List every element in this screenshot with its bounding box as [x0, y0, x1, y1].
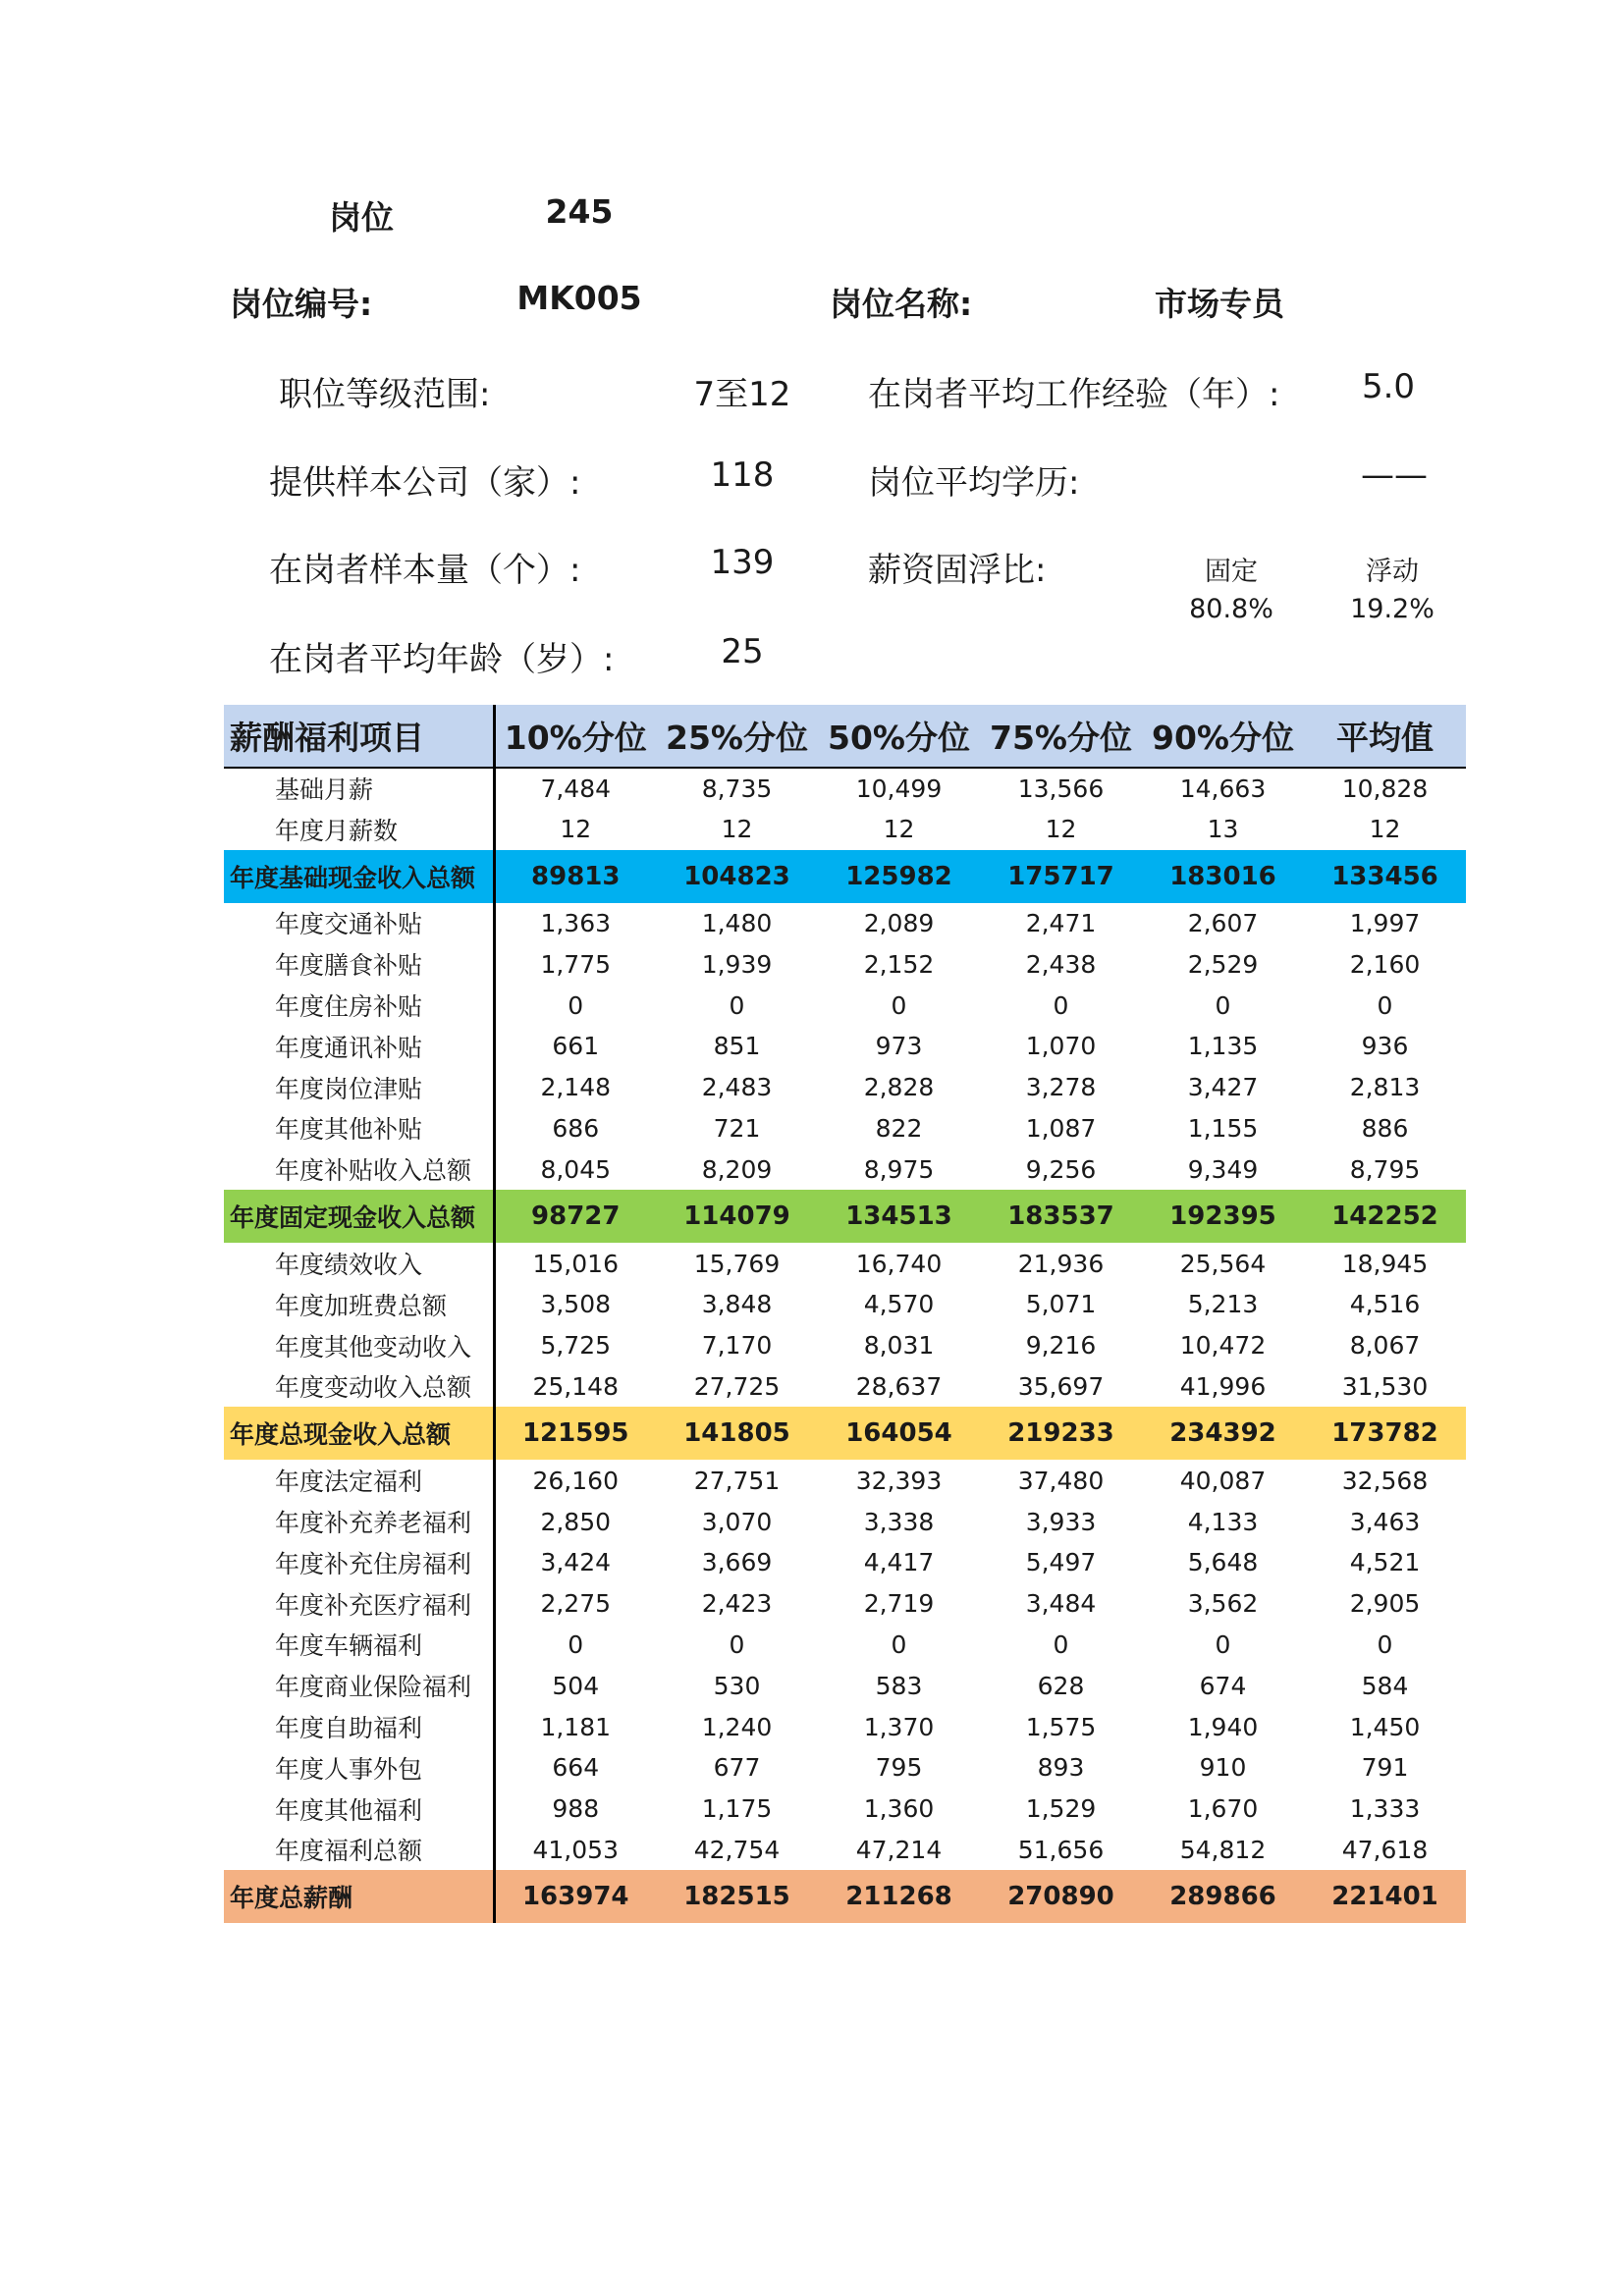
table-cell: 3,338 [863, 1507, 935, 1536]
table-cell: 3,278 [1025, 1073, 1097, 1102]
table-cell: 98727 [531, 1201, 621, 1232]
avg-experience-value: 5.0 [1361, 367, 1416, 406]
table-row [224, 1325, 1466, 1366]
table-cell: 182515 [683, 1882, 790, 1912]
table-cell: 1,181 [540, 1712, 612, 1741]
table-total-row [224, 1190, 1466, 1243]
fixed-float-ratio-label: 薪资固浮比: [868, 551, 1047, 590]
table-cell: 9,349 [1187, 1154, 1259, 1184]
table-row [224, 1625, 1466, 1666]
table-total-row [224, 850, 1466, 903]
table-cell: 1,450 [1349, 1712, 1421, 1741]
column-header-p90: 90%分位 [1142, 705, 1304, 768]
table-cell: 504 [552, 1671, 600, 1700]
row-label: 年度补充养老福利 [224, 1501, 494, 1542]
table-cell: 234392 [1169, 1418, 1276, 1449]
table-cell: 1,240 [701, 1712, 773, 1741]
avg-age-label: 在岗者平均年龄（岁）: [269, 640, 615, 679]
column-header-p50: 50%分位 [818, 705, 980, 768]
table-cell: 21,936 [1017, 1249, 1105, 1278]
table-cell: 2,152 [863, 949, 935, 979]
table-row [224, 1243, 1466, 1284]
sample-companies-value: 118 [710, 455, 775, 495]
table-cell: 183537 [1007, 1201, 1114, 1232]
table-cell: 664 [552, 1753, 600, 1783]
table-cell: 5,071 [1025, 1290, 1097, 1319]
table-cell: 0 [568, 990, 584, 1020]
table-cell: 10,472 [1179, 1331, 1267, 1361]
table-cell: 133456 [1331, 861, 1438, 891]
table-cell: 1,135 [1187, 1032, 1259, 1061]
row-label: 年度其他变动收入 [224, 1325, 494, 1366]
table-cell: 3,463 [1349, 1507, 1421, 1536]
salary-table [224, 705, 1466, 1923]
table-cell: 2,529 [1187, 949, 1259, 979]
table-cell: 3,508 [540, 1290, 612, 1319]
table-cell: 8,735 [701, 774, 773, 803]
table-row [224, 1026, 1466, 1067]
table-cell: 893 [1037, 1753, 1085, 1783]
table-cell: 8,045 [540, 1154, 612, 1184]
table-cell: 142252 [1331, 1201, 1438, 1232]
avg-education-label: 岗位平均学历: [868, 463, 1080, 503]
table-cell: 40,087 [1179, 1466, 1267, 1495]
table-cell: 686 [552, 1113, 600, 1143]
table-cell: 791 [1361, 1753, 1409, 1783]
table-cell: 1,175 [701, 1794, 773, 1824]
table-cell: 5,497 [1025, 1548, 1097, 1577]
table-cell: 25,148 [532, 1371, 619, 1401]
grade-range-label: 职位等级范围: [279, 375, 491, 414]
table-cell: 3,484 [1025, 1589, 1097, 1619]
table-cell: 0 [729, 1629, 745, 1659]
row-label: 年度固定现金收入总额 [224, 1190, 494, 1243]
table-cell: 221401 [1331, 1882, 1438, 1912]
table-cell: 18,945 [1341, 1249, 1429, 1278]
table-cell: 134513 [845, 1201, 952, 1232]
table-cell: 851 [713, 1032, 761, 1061]
table-cell: 8,795 [1349, 1154, 1421, 1184]
table-cell: 2,438 [1025, 949, 1097, 979]
table-cell: 795 [875, 1753, 923, 1783]
table-cell: 2,828 [863, 1073, 935, 1102]
table-cell: 583 [875, 1671, 923, 1700]
table-cell: 2,813 [1349, 1073, 1421, 1102]
table-row [224, 1460, 1466, 1501]
table-row [224, 1542, 1466, 1583]
column-header-p25: 25%分位 [656, 705, 818, 768]
row-label: 年度补贴收入总额 [224, 1148, 494, 1190]
table-cell: 1,575 [1025, 1712, 1097, 1741]
row-label: 年度人事外包 [224, 1747, 494, 1789]
table-cell: 0 [1053, 990, 1069, 1020]
table-cell: 584 [1361, 1671, 1409, 1700]
table-cell: 12 [721, 815, 753, 844]
column-header-p75: 75%分位 [980, 705, 1142, 768]
row-label: 年度总薪酬 [224, 1870, 494, 1923]
table-cell: 10,828 [1341, 774, 1429, 803]
table-row [224, 1583, 1466, 1625]
table-cell: 3,848 [701, 1290, 773, 1319]
position-label: 岗位 [329, 198, 394, 237]
table-cell: 0 [1215, 990, 1231, 1020]
grade-range-value: 7至12 [693, 375, 791, 414]
table-cell: 677 [713, 1753, 761, 1783]
table-row [224, 1148, 1466, 1190]
table-cell: 2,160 [1349, 949, 1421, 979]
table-total-row [224, 1407, 1466, 1460]
table-cell: 0 [568, 1629, 584, 1659]
table-cell: 8,209 [701, 1154, 773, 1184]
table-cell: 51,656 [1017, 1835, 1105, 1864]
table-row [224, 985, 1466, 1026]
row-label: 年度通讯补贴 [224, 1026, 494, 1067]
table-cell: 32,393 [855, 1466, 943, 1495]
table-cell: 173782 [1331, 1418, 1438, 1449]
column-header-item: 薪酬福利项目 [224, 705, 494, 768]
table-cell: 2,607 [1187, 908, 1259, 937]
table-cell: 2,148 [540, 1073, 612, 1102]
table-row [224, 943, 1466, 985]
row-label: 年度基础现金收入总额 [224, 850, 494, 903]
table-cell: 1,529 [1025, 1794, 1097, 1824]
table-row [224, 768, 1466, 809]
table-row [224, 1747, 1466, 1789]
table-cell: 973 [875, 1032, 923, 1061]
sample-size-value: 139 [710, 543, 775, 582]
table-cell: 1,155 [1187, 1113, 1259, 1143]
table-cell: 141805 [683, 1418, 790, 1449]
row-label: 年度法定福利 [224, 1460, 494, 1501]
table-cell: 628 [1037, 1671, 1085, 1700]
table-cell: 9,256 [1025, 1154, 1097, 1184]
table-cell: 7,484 [540, 774, 612, 803]
table-cell: 721 [713, 1113, 761, 1143]
table-cell: 1,939 [701, 949, 773, 979]
table-cell: 3,070 [701, 1507, 773, 1536]
table-cell: 4,521 [1349, 1548, 1421, 1577]
row-label: 年度总现金收入总额 [224, 1407, 494, 1460]
table-cell: 270890 [1007, 1882, 1114, 1912]
table-cell: 8,031 [863, 1331, 935, 1361]
table-cell: 2,423 [701, 1589, 773, 1619]
table-cell: 3,669 [701, 1548, 773, 1577]
table-cell: 2,850 [540, 1507, 612, 1536]
table-row [224, 1665, 1466, 1706]
table-cell: 910 [1199, 1753, 1247, 1783]
row-label: 年度其他补贴 [224, 1108, 494, 1149]
table-cell: 47,214 [855, 1835, 943, 1864]
table-cell: 8,067 [1349, 1331, 1421, 1361]
row-label: 基础月薪 [224, 768, 494, 809]
table-cell: 5,213 [1187, 1290, 1259, 1319]
table-row [224, 1789, 1466, 1830]
table-row [224, 1366, 1466, 1408]
table-cell: 12 [883, 815, 915, 844]
avg-education-value: —— [1361, 455, 1428, 495]
table-cell: 10,499 [855, 774, 943, 803]
table-cell: 47,618 [1341, 1835, 1429, 1864]
table-row [224, 1108, 1466, 1149]
table-cell: 4,516 [1349, 1290, 1421, 1319]
table-row [224, 1067, 1466, 1108]
table-cell: 1,333 [1349, 1794, 1421, 1824]
fixed-label: 固定 [1205, 557, 1258, 587]
table-cell: 121595 [521, 1418, 629, 1449]
row-label: 年度商业保险福利 [224, 1665, 494, 1706]
table-row [224, 1284, 1466, 1325]
table-cell: 16,740 [855, 1249, 943, 1278]
table-cell: 2,483 [701, 1073, 773, 1102]
table-cell: 5,648 [1187, 1548, 1259, 1577]
sample-size-label: 在岗者样本量（个）: [269, 551, 581, 590]
table-cell: 211268 [845, 1882, 952, 1912]
table-cell: 175717 [1007, 861, 1114, 891]
table-cell: 13 [1207, 815, 1239, 844]
table-cell: 7,170 [701, 1331, 773, 1361]
table-cell: 674 [1199, 1671, 1247, 1700]
table-cell: 125982 [845, 861, 952, 891]
table-cell: 1,480 [701, 908, 773, 937]
table-cell: 661 [552, 1032, 600, 1061]
table-cell: 5,725 [540, 1331, 612, 1361]
position-name-value: 市场专员 [1155, 285, 1284, 323]
table-row [224, 809, 1466, 850]
table-cell: 14,663 [1179, 774, 1267, 803]
avg-experience-label: 在岗者平均工作经验（年）: [868, 375, 1280, 414]
table-cell: 164054 [845, 1418, 952, 1449]
float-label: 浮动 [1366, 557, 1419, 587]
table-cell: 0 [891, 990, 907, 1020]
row-label: 年度岗位津贴 [224, 1067, 494, 1108]
table-cell: 27,751 [693, 1466, 781, 1495]
row-label: 年度膳食补贴 [224, 943, 494, 985]
float-value: 19.2% [1350, 594, 1435, 624]
table-cell: 1,670 [1187, 1794, 1259, 1824]
table-cell: 1,940 [1187, 1712, 1259, 1741]
table-cell: 1,370 [863, 1712, 935, 1741]
table-cell: 0 [1215, 1629, 1231, 1659]
table-cell: 31,530 [1341, 1371, 1429, 1401]
row-label: 年度加班费总额 [224, 1284, 494, 1325]
table-cell: 3,427 [1187, 1073, 1259, 1102]
table-cell: 2,471 [1025, 908, 1097, 937]
table-cell: 219233 [1007, 1418, 1114, 1449]
table-cell: 2,089 [863, 908, 935, 937]
table-cell: 104823 [683, 861, 790, 891]
table-cell: 1,087 [1025, 1113, 1097, 1143]
table-cell: 822 [875, 1113, 923, 1143]
table-cell: 1,360 [863, 1794, 935, 1824]
table-cell: 2,275 [540, 1589, 612, 1619]
table-cell: 163974 [521, 1882, 629, 1912]
row-label: 年度其他福利 [224, 1789, 494, 1830]
table-cell: 27,725 [693, 1371, 781, 1401]
table-cell: 4,417 [863, 1548, 935, 1577]
table-row [224, 903, 1466, 944]
table-row [224, 1501, 1466, 1542]
table-cell: 13,566 [1017, 774, 1105, 803]
row-label: 年度福利总额 [224, 1830, 494, 1871]
table-cell: 1,775 [540, 949, 612, 979]
position-code-value: MK005 [516, 279, 642, 317]
table-cell: 2,719 [863, 1589, 935, 1619]
table-cell: 42,754 [693, 1835, 781, 1864]
table-cell: 15,769 [693, 1249, 781, 1278]
table-cell: 41,996 [1179, 1371, 1267, 1401]
position-name-label: 岗位名称: [830, 285, 973, 323]
table-cell: 1,997 [1349, 908, 1421, 937]
table-cell: 988 [552, 1794, 600, 1824]
table-cell: 192395 [1169, 1201, 1276, 1232]
table-cell: 0 [729, 990, 745, 1020]
table-cell: 32,568 [1341, 1466, 1429, 1495]
table-cell: 4,133 [1187, 1507, 1259, 1536]
table-cell: 3,424 [540, 1548, 612, 1577]
fixed-value: 80.8% [1189, 594, 1273, 624]
position-value: 245 [545, 192, 614, 231]
table-cell: 28,637 [855, 1371, 943, 1401]
sample-companies-label: 提供样本公司（家）: [269, 463, 581, 503]
table-cell: 2,905 [1349, 1589, 1421, 1619]
table-cell: 289866 [1169, 1882, 1276, 1912]
row-label: 年度住房补贴 [224, 985, 494, 1026]
table-row [224, 1706, 1466, 1747]
table-cell: 35,697 [1017, 1371, 1105, 1401]
table-cell: 0 [891, 1629, 907, 1659]
table-cell: 0 [1053, 1629, 1069, 1659]
table-cell: 26,160 [532, 1466, 619, 1495]
row-label: 年度补充医疗福利 [224, 1583, 494, 1625]
table-cell: 1,070 [1025, 1032, 1097, 1061]
row-label: 年度绩效收入 [224, 1243, 494, 1284]
row-label: 年度变动收入总额 [224, 1366, 494, 1408]
table-cell: 89813 [531, 861, 621, 891]
column-header-average: 平均值 [1304, 705, 1466, 768]
table-cell: 12 [1369, 815, 1401, 844]
table-cell: 886 [1361, 1113, 1409, 1143]
row-label: 年度月薪数 [224, 809, 494, 850]
table-cell: 37,480 [1017, 1466, 1105, 1495]
table-cell: 9,216 [1025, 1331, 1097, 1361]
row-label: 年度补充住房福利 [224, 1542, 494, 1583]
table-cell: 15,016 [532, 1249, 619, 1278]
table-cell: 12 [560, 815, 592, 844]
table-cell: 25,564 [1179, 1249, 1267, 1278]
table-cell: 936 [1361, 1032, 1409, 1061]
table-cell: 530 [713, 1671, 761, 1700]
table-row [224, 1830, 1466, 1871]
table-cell: 3,562 [1187, 1589, 1259, 1619]
column-header-p10: 10%分位 [494, 705, 656, 768]
avg-age-value: 25 [721, 632, 764, 671]
table-cell: 8,975 [863, 1154, 935, 1184]
table-cell: 0 [1377, 990, 1393, 1020]
table-total-row [224, 1870, 1466, 1923]
table-cell: 1,363 [540, 908, 612, 937]
row-label: 年度交通补贴 [224, 903, 494, 944]
table-cell: 0 [1377, 1629, 1393, 1659]
table-cell: 114079 [683, 1201, 790, 1232]
table-cell: 41,053 [532, 1835, 619, 1864]
table-cell: 3,933 [1025, 1507, 1097, 1536]
position-code-label: 岗位编号: [230, 285, 373, 323]
row-label: 年度自助福利 [224, 1706, 494, 1747]
table-cell: 183016 [1169, 861, 1276, 891]
table-cell: 4,570 [863, 1290, 935, 1319]
row-label: 年度车辆福利 [224, 1625, 494, 1666]
table-cell: 12 [1045, 815, 1077, 844]
table-cell: 54,812 [1179, 1835, 1267, 1864]
table-header-row [224, 705, 1466, 768]
